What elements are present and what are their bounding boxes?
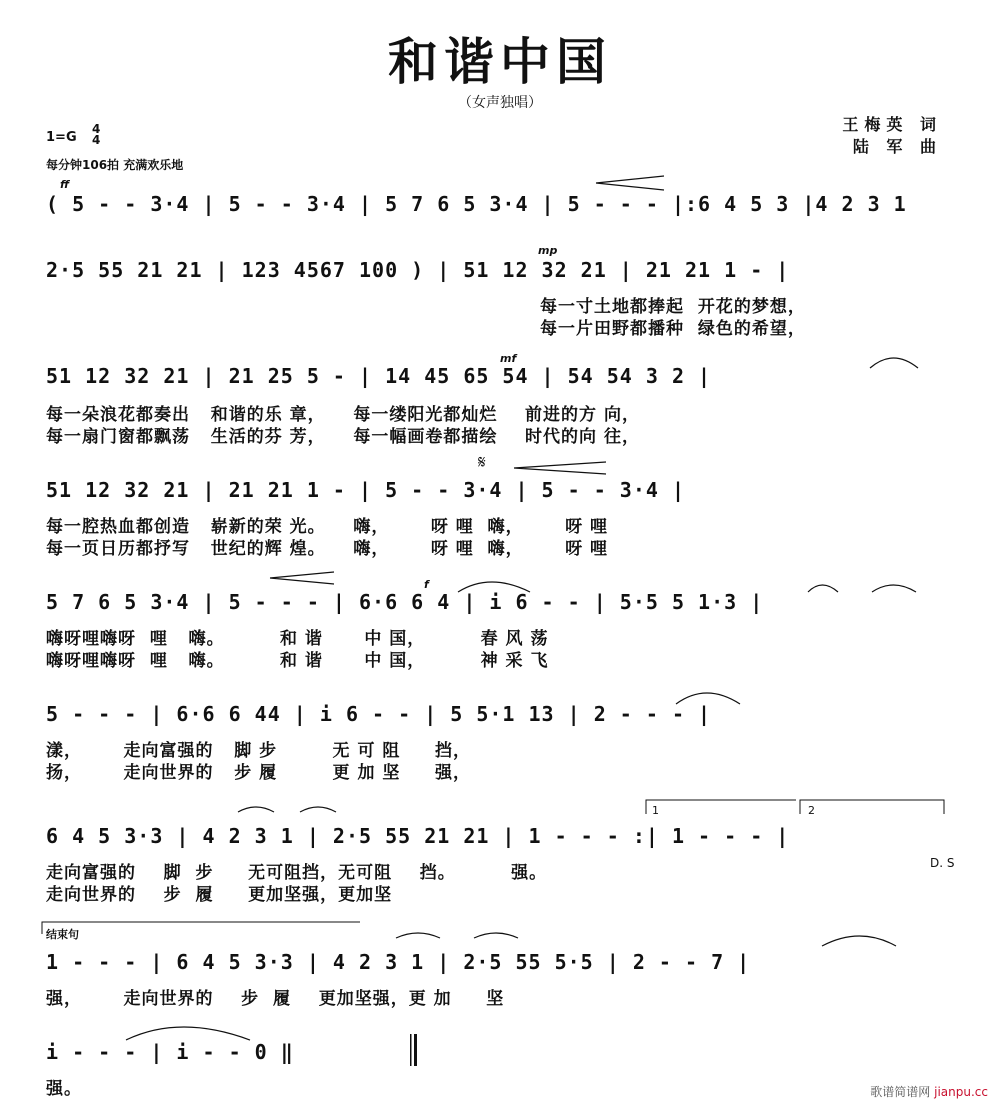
dynamic-mp: mp	[538, 244, 558, 257]
lyric-row-4a: 每一腔热血都创造 崭新的荣 光。 嗨， 呀 哩 嗨， 呀 哩	[46, 517, 609, 537]
dal-segno: D. S	[930, 856, 955, 870]
lyric-row-4b: 每一页日历都抒写 世纪的辉 煌。 嗨， 呀 哩 嗨， 呀 哩	[46, 539, 609, 559]
notation-row-7: 6 4 5 3·3 | 4 2 3 1 | 2·5 55 21 21 | 1 - - - :| 1 - - - |	[46, 824, 790, 848]
lyric-row-5b: 嗨呀哩嗨呀 哩 嗨。 和 谐 中 国， 神 采 飞	[46, 651, 549, 671]
notation-row-9: i - - - | i - - 0 ‖	[46, 1040, 294, 1064]
site-watermark: 歌谱简谱网 jianpu.cc	[870, 1085, 988, 1099]
notation-row-5: 5 7 6 5 3·4 | 5 - - - | 6·6 6 4 | i 6 - - | 5·5 5 1·3 |	[46, 590, 764, 614]
segno-sign: 𝄋	[478, 452, 486, 473]
performance-note: （女声独唱）	[458, 95, 542, 111]
lyric-row-6a: 漾， 走向富强的 脚 步 无 可 阻 挡，	[46, 741, 471, 761]
lyric-row-3b: 每一扇门窗都飘荡 生活的芬 芳， 每一幅画卷都描绘 时代的向 往，	[46, 427, 640, 447]
tempo-marking: 每分钟106拍 充满欢乐地	[46, 158, 184, 172]
lyric-row-7b: 走向世界的 步 履 更加坚强，更加坚	[46, 885, 393, 905]
notation-row-3: 51 12 32 21 | 21 25 5 - | 14 45 65 54 | 54 54 3 2 |	[46, 364, 712, 388]
lyric-row-8a: 强， 走向世界的 步 履 更加坚强，更 加 坚	[46, 989, 505, 1009]
time-signature: 4 4	[92, 122, 101, 147]
lyric-row-7a: 走向富强的 脚 步 无可阻挡，无可阻 挡。 强。	[46, 863, 548, 883]
lyric-row-3a: 每一朵浪花都奏出 和谐的乐 章， 每一缕阳光都灿烂 前进的方 向，	[46, 405, 640, 425]
notation-row-1: ( 5 - - 3·4 | 5 - - 3·4 | 5 7 6 5 3·4 | 5 - - - |:6 4 5 3 |4 2 3 1	[46, 192, 907, 216]
lyricist-credit: 王梅英 词	[842, 115, 942, 134]
key-signature: 1=G	[46, 130, 77, 145]
lyric-row-5a: 嗨呀哩嗨呀 哩 嗨。 和 谐 中 国， 春 风 荡	[46, 629, 549, 649]
notation-row-4: 51 12 32 21 | 21 21 1 - | 5 - - 3·4 | 5 - - 3·4 |	[46, 478, 686, 502]
dynamic-ff: ff	[60, 178, 70, 191]
volta-1-label: 1	[652, 804, 659, 817]
lyric-row-2b: 每一片田野都播种 绿色的希望，	[540, 319, 806, 339]
notation-row-8: 1 - - - | 6 4 5 3·3 | 4 2 3 1 | 2·5 55 5·5 | 2 - - 7 |	[46, 950, 751, 974]
notation-row-2: 2·5 55 21 21 | 123 4567 100 ) | 51 12 32 21 | 21 21 1 - |	[46, 258, 790, 282]
dynamic-f: f	[424, 578, 429, 591]
dynamic-mf: mf	[500, 352, 517, 365]
notation-row-6: 5 - - - | 6·6 6 44 | i 6 - - | 5 5·1 13 | 2 - - - |	[46, 702, 712, 726]
lyric-row-6b: 扬， 走向世界的 步 履 更 加 坚 强，	[46, 763, 471, 783]
lyric-row-2a: 每一寸土地都捧起 开花的梦想，	[540, 297, 806, 317]
coda-label: 结束句	[46, 928, 79, 941]
composer-credit: 陆 军 曲	[852, 137, 942, 156]
volta-2-label: 2	[808, 804, 815, 817]
song-title: 和谐中国	[388, 33, 612, 91]
lyric-row-9a: 强。	[46, 1079, 82, 1099]
